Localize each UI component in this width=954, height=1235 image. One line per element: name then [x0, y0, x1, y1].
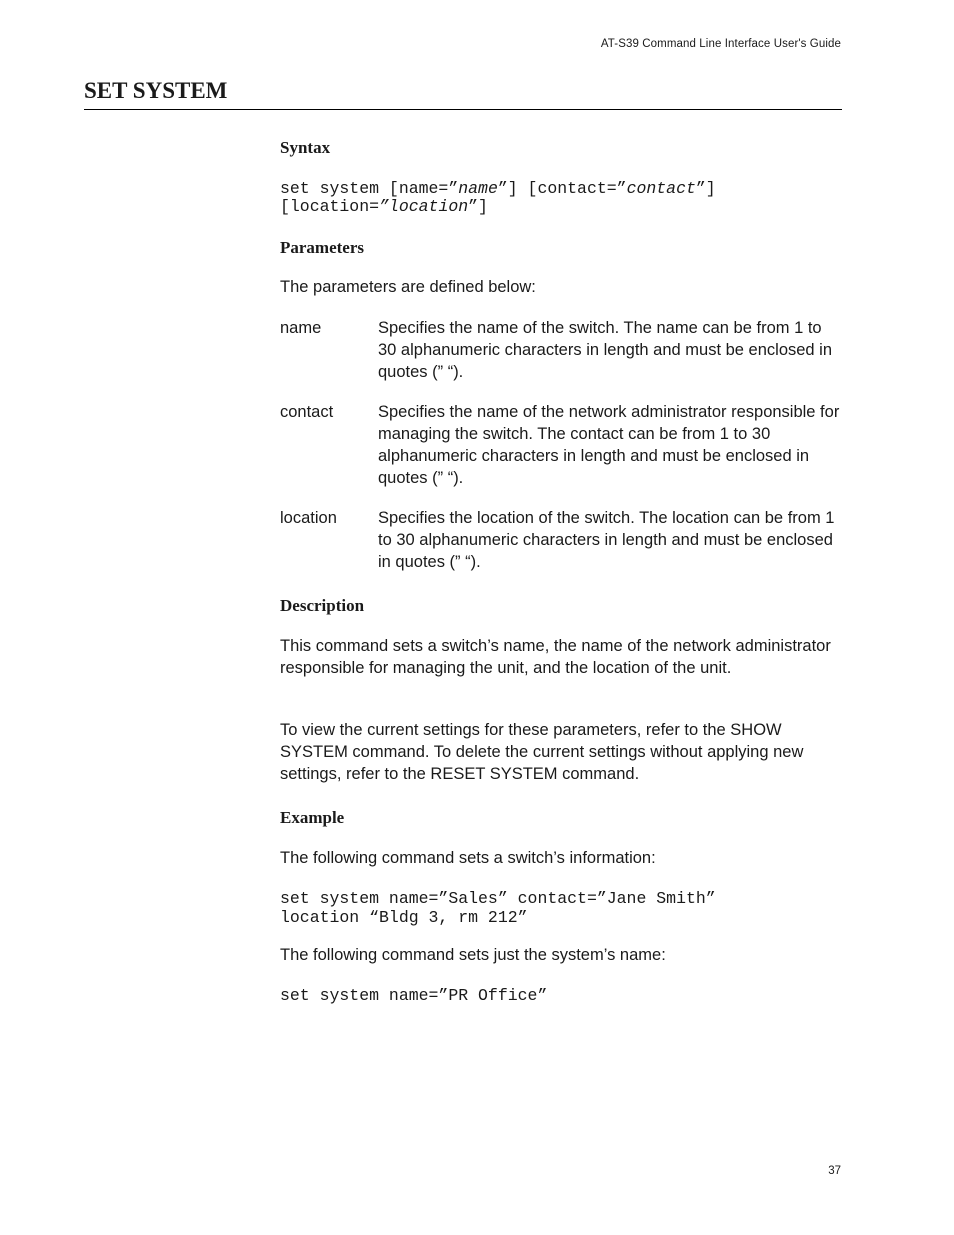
parameter-definition: Specifies the location of the switch. The location can be from 1 to 30 alphanumeric characters in length and must be enclosed in quotes (” “).: [378, 509, 835, 571]
description-paragraph: This command sets a switch’s name, the name of the network administrator responsible for managing the unit, and the location of the unit.: [280, 637, 831, 677]
syntax-text: ”] [contact=”: [497, 179, 627, 198]
syntax-text: ”]: [468, 197, 488, 216]
parameter-term: contact: [280, 403, 334, 421]
syntax-param-contact: contact: [626, 179, 696, 198]
example-intro: The following command sets just the system’s name:: [280, 946, 666, 964]
parameter-term: name: [280, 319, 322, 337]
description-heading: Description: [280, 596, 365, 615]
syntax-text: ”]: [695, 179, 716, 198]
syntax-line-2: [280, 198, 488, 216]
example-code-line: location “Bldg 3, rm 212”: [280, 908, 528, 927]
running-header: AT-S39 Command Line Interface User's Guide: [600, 38, 841, 50]
parameter-definition: Specifies the name of the network administrator responsible for managing the switch. The contact can be from 1 to 30 alphanumeric characters in length and must be enclosed in quotes (” “).: [378, 403, 840, 487]
title-divider: [84, 109, 842, 110]
example-intro: The following command sets a switch’s information:: [280, 849, 656, 867]
example-code-line: set system name=”Sales” contact=”Jane Smith”: [280, 889, 716, 908]
parameters-intro: The parameters are defined below:: [280, 278, 536, 296]
page-number: 37: [828, 1165, 841, 1177]
syntax-param-location: ”location: [379, 197, 469, 216]
page-title: SET SYSTEM: [84, 78, 228, 103]
example-code-line: set system name=”PR Office”: [280, 986, 548, 1005]
syntax-line-1: [280, 180, 716, 198]
syntax-text: [location=: [280, 197, 380, 216]
syntax-heading: Syntax: [280, 138, 331, 157]
syntax-text: set system [name=”: [280, 179, 459, 198]
parameter-definition: Specifies the name of the switch. The name can be from 1 to 30 alphanumeric characters in length and must be enclosed in quotes (” “).: [378, 319, 833, 381]
parameters-heading: Parameters: [280, 238, 365, 257]
example-heading: Example: [280, 808, 345, 827]
parameter-term: location: [280, 509, 337, 527]
description-paragraph: To view the current settings for these parameters, refer to the SHOW SYSTEM command. To delete the current settings without applying new settings, refer to the RESET SYSTEM command.: [280, 721, 804, 783]
syntax-param-name: name: [458, 179, 498, 198]
